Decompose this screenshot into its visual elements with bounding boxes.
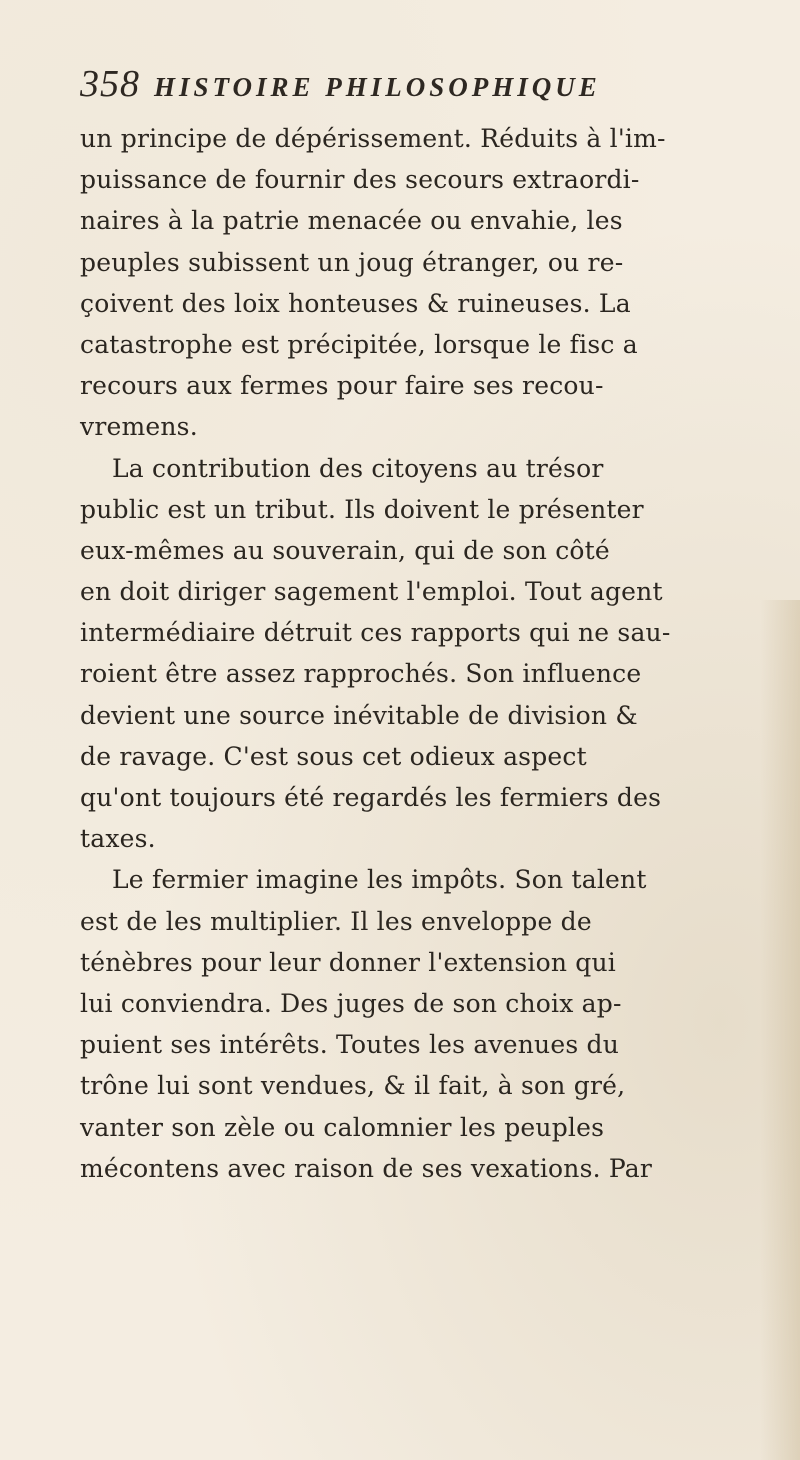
text-line: vanter son zèle ou calomnier les peuples [80,1112,605,1142]
text-line: roient être assez rapprochés. Son influence [80,659,642,689]
text-line: catastrophe est précipitée, lorsque le fisc a [80,329,638,359]
text-line: vremens. [80,412,198,442]
text-line: un principe de dépérissement. Réduits à l'im- [80,124,666,153]
text-line: peuples subissent un joug étranger, ou re- [80,247,624,277]
text-line: public est un tribut. Ils doivent le présenter [80,494,644,524]
paragraph [80,448,780,860]
text-line: ténèbres pour leur donner l'extension qui [80,947,616,977]
text-line: lui conviendra. Des juges de son choix ap- [80,988,622,1018]
paragraph [80,118,780,448]
text-line: est de les multiplier. Il les enveloppe de [80,906,592,936]
book-page [80,62,780,1189]
text-line: çoivent des loix honteuses & ruineuses. La [80,288,631,318]
body-text [80,118,780,1189]
text-line: qu'ont toujours été regardés les fermiers des [80,783,662,812]
text-line: recours aux fermes pour faire ses recou- [80,371,604,401]
text-line: puissance de fournir des secours extraordi- [80,165,640,195]
running-title: HISTOIRE PHILOSOPHIQUE [154,72,601,102]
text-line: puient ses intérêts. Toutes les avenues du [80,1030,620,1060]
text-line: La contribution des citoyens au trésor [112,453,604,483]
running-head [80,62,780,112]
text-line: eux-mêmes au souverain, qui de son côté [80,535,610,565]
text-line: de ravage. C'est sous cet odieux aspect [80,741,587,771]
text-line: trône lui sont vendues, & il fait, à son gré, [80,1071,626,1101]
text-line: naires à la patrie menacée ou envahie, les [80,206,623,236]
page-number: 358 [80,63,140,105]
text-line: mécontens avec raison de ses vexations. Par [80,1153,653,1183]
text-line: devient une source inévitable de division & [80,700,638,730]
text-line: taxes. [80,824,156,854]
text-line: en doit diriger sagement l'emploi. Tout agent [80,577,663,607]
paragraph [80,859,780,1189]
text-line: Le fermier imagine les impôts. Son talent [112,865,647,895]
text-line: intermédiaire détruit ces rapports qui ne sau- [80,618,671,648]
